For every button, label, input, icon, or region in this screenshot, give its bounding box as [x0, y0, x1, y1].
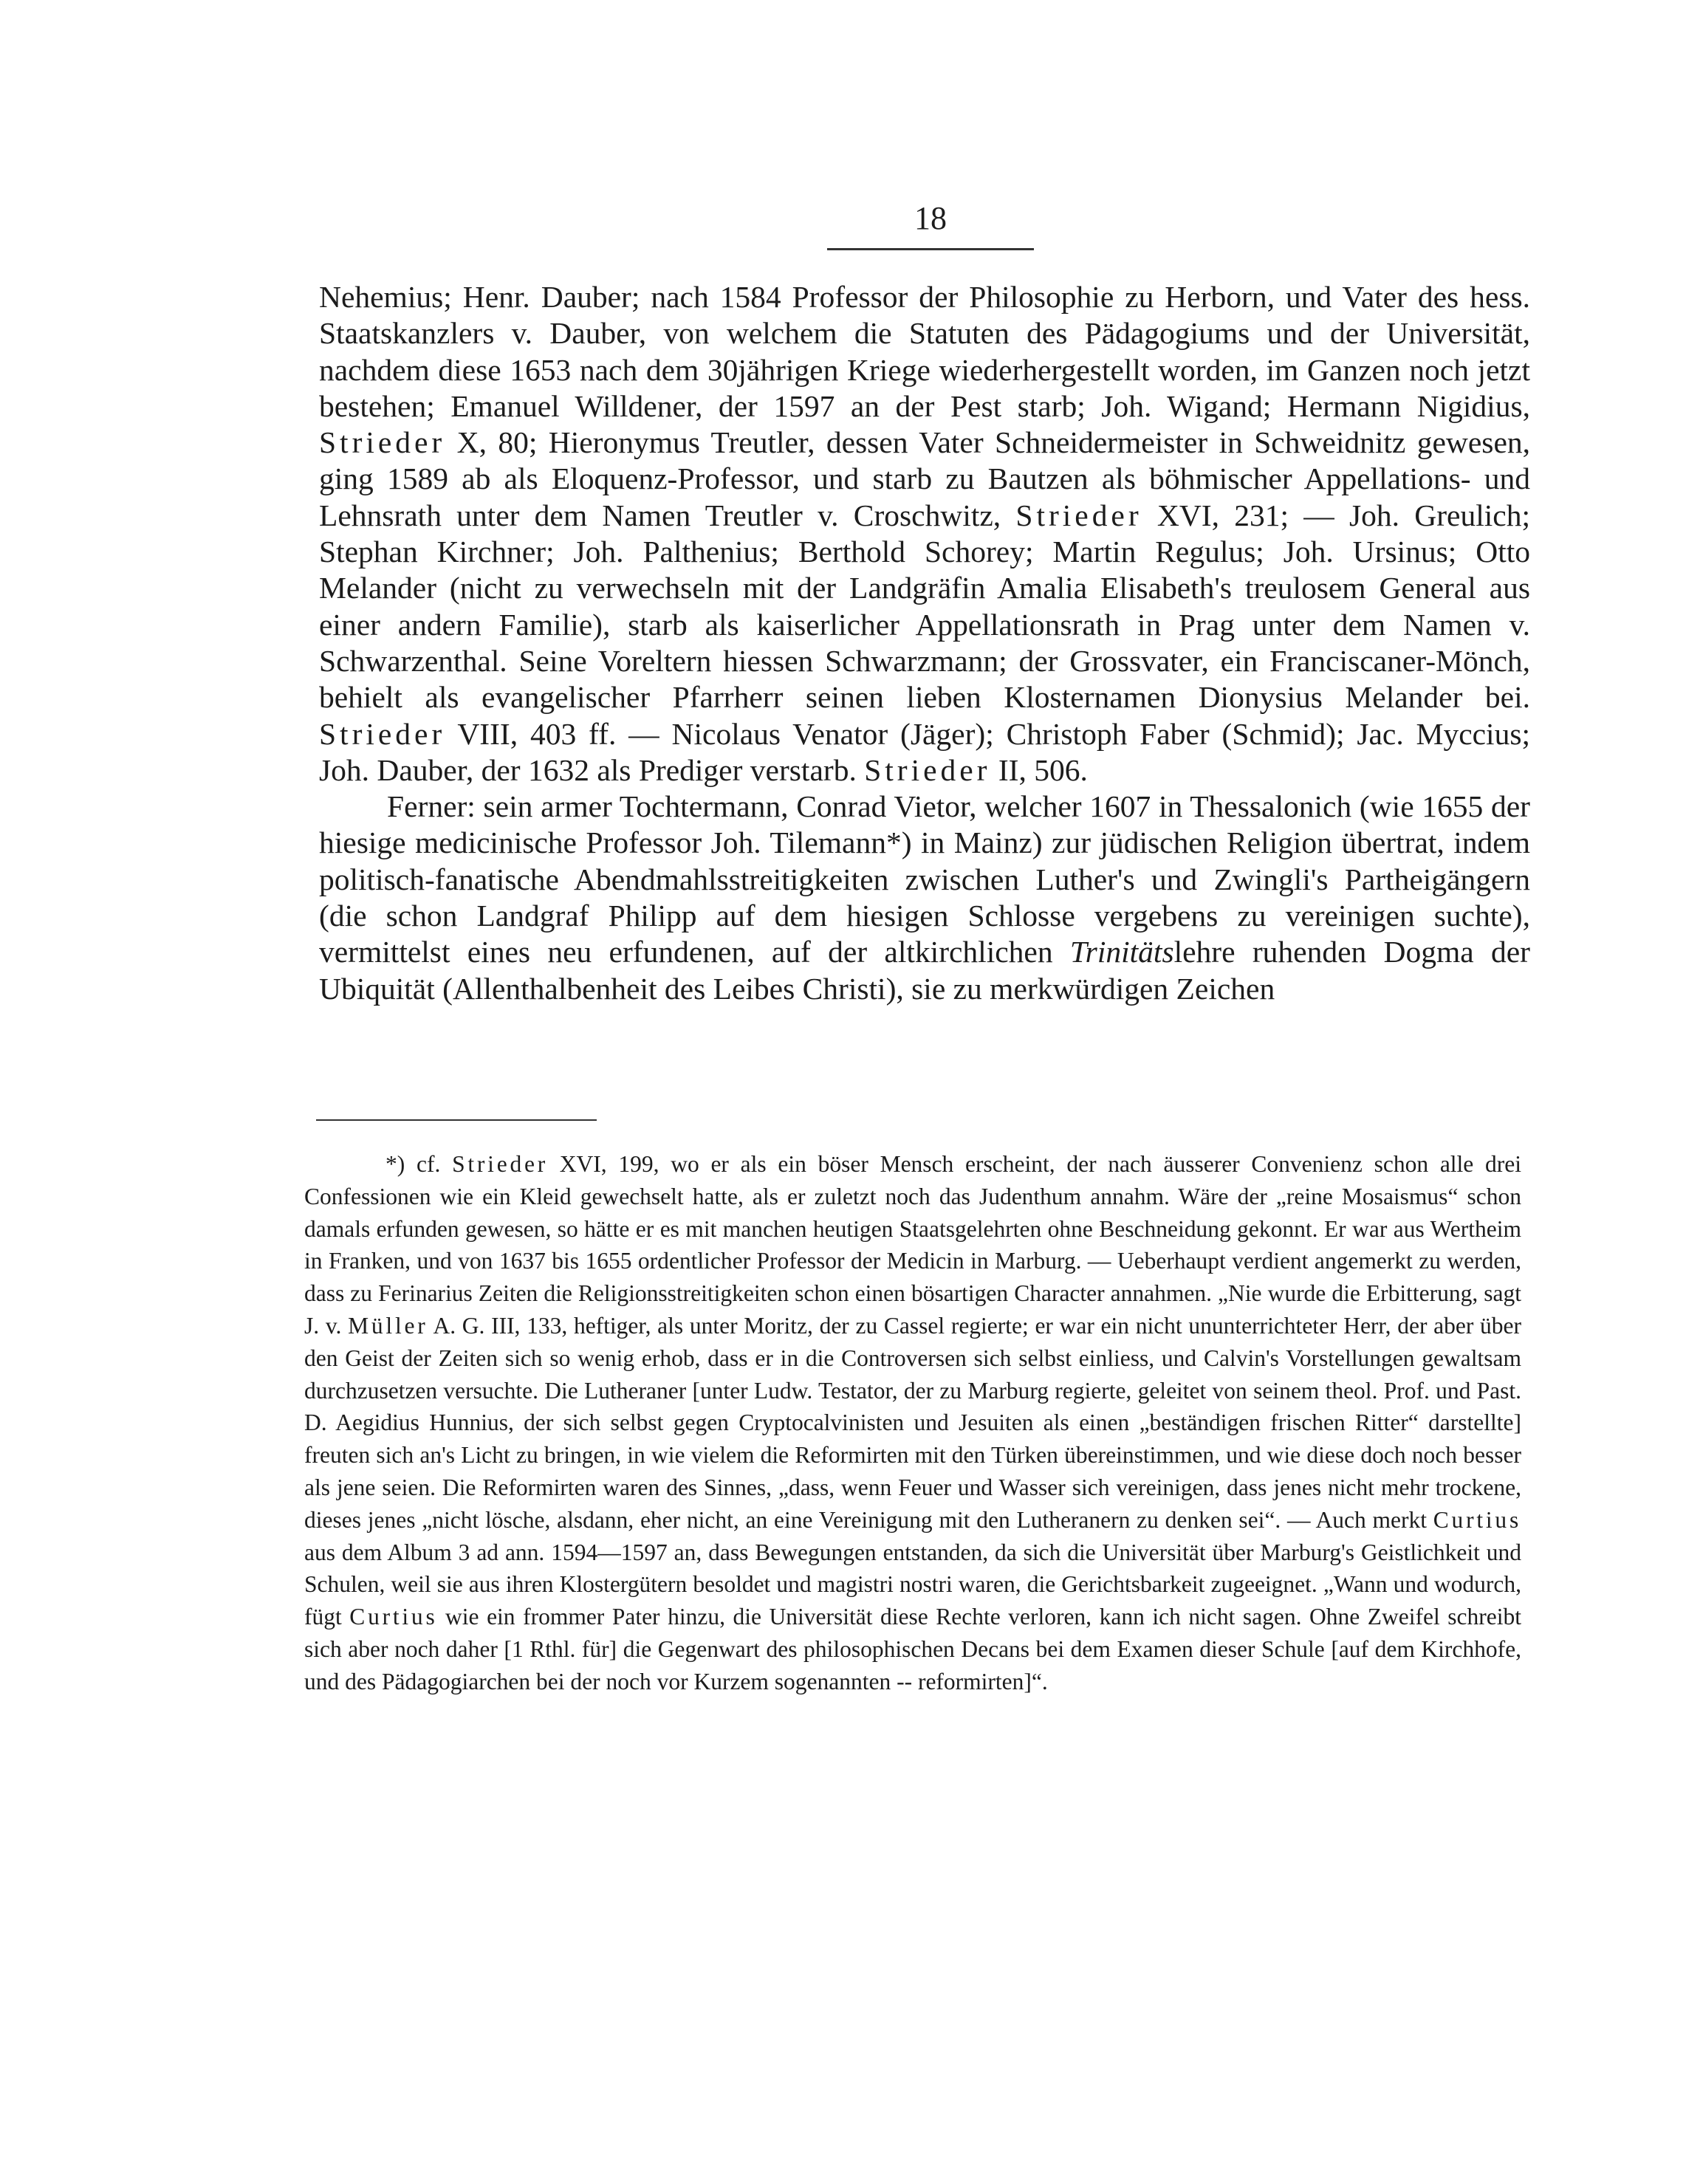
footnote-rule: [316, 1119, 597, 1121]
text-run: VIII, 403 ff. — Nicolaus Venator (Jäger); Christoph Faber (Schmid); Jac. Myccius; Joh. Dauber, der 1632 als Prediger verstarb.: [319, 716, 1530, 787]
text-run: lehre ruhenden Dogma der Ubiquität (Allenthalbenheit des Leibes Christi), sie zu merkwürdigen Zeichen: [319, 935, 1530, 1006]
text-run: wie ein frommer Pater hinzu, die Universität diese Rechte verloren, kann ich nicht sagen. Ohne Zweifel schreibt sich aber noch daher [1 Rthl. für] die Gegenwart des philosophischen Decans bei dem Examen dieser Schule [auf dem Kirchhofe, und des Pädagogiarchen bei der noch vor Kurzem sogenannten -- reformirten]“.: [304, 1604, 1521, 1694]
text-run: aus dem Album 3 ad ann. 1594—1597 an, dass Bewegungen entstanden, da sich die Universität über Marburg's Geistlichkeit und Schulen, weil sie aus ihren Klostergütern besoldet und magistri nostri waren, die Gerichtsbarkeit zugeeignet. „Wann und wodurch, fügt: [304, 1539, 1521, 1630]
text-run: A. G. III, 133, heftiger, als unter Moritz, der zu Cassel regierte; er war ein nicht ununterrichteter Herr, der aber über den Geist der Zeiten sich so wenig erhob, dass er in die Controversen sich selbst einliess, und Calvin's Vorstellungen gewaltsam durchzusetzen versuchte. Die Lutheraner [unter Ludw. Testator, der zu Marburg regierte, geleitet von seinem theol. Prof. und Past. D. Aegidius Hunnius, der sich selbst gegen Cryptocalvinisten und Jesuiten als einen „beständigen frischen Ritter“ darstellte] freuten sich an's Licht zu bringen, in wie vielem die Reformirten mit den Türken übereinstimmen, und wie diese doch noch besser als jene seien. Die Reformirten waren des Sinnes, „dass, wenn Feuer und Wasser sich vereinigen, dass jenes nicht mehr trockene, dieses jenes „nicht lösche, alsdann, eher nicht, an eine Vereinigung mit den Lutheranern zu denken sei“. — Auch merkt: [304, 1312, 1521, 1533]
main-text: [319, 279, 1530, 1007]
body-paragraph-1: [319, 279, 1530, 789]
author-name-spaced: Strieder: [864, 752, 991, 787]
italic-term: Trinitäts: [1069, 935, 1174, 969]
text-run: II, 506.: [990, 752, 1088, 787]
author-name-spaced: Strieder: [1015, 498, 1142, 532]
footnote-marker: *) cf.: [385, 1151, 453, 1177]
text-run: XVI, 199, wo er als ein böser Mensch erscheint, der nach äusserer Convenienz schon alle drei Confessionen wie ein Kleid gewechselt hatte, als er zuletzt noch das Judenthum annahm. Wäre der „reine Mosaismus“ schon damals erfunden gewesen, so hätte er es mit manchen heutigen Staatsgelehrten ohne Beschneidung gekonnt. Er war aus Wertheim in Franken, und von 1637 bis 1655 ordentlicher Professor der Medicin in Marburg. — Ueberhaupt verdient angemerkt zu werden, dass zu Ferinarius Zeiten die Religionsstreitigkeiten schon einen bösartigen Character annahmen. „Nie wurde die Erbitterung, sagt J. v.: [304, 1151, 1521, 1339]
footnote: [304, 1148, 1521, 1698]
page-number: 18: [914, 200, 947, 236]
text-run: Nehemius; Henr. Dauber; nach 1584 Professor der Philosophie zu Herborn, und Vater des hess. Staatskanzlers v. Dauber, von welchem die Statuten des Pädagogiums und der Universität, nachdem diese 1653 nach dem 30jährigen Kriege wiederhergestellt worden, im Ganzen noch jetzt bestehen; Emanuel Willdener, der 1597 an der Pest starb; Joh. Wigand; Hermann Nigidius,: [319, 280, 1530, 423]
text-run: Ferner: sein armer Tochtermann, Conrad Vietor, welcher 1607 in Thessalonich (wie 1655 der hiesige medicinische Professor Joh. Tilemann*) in Mainz) zur jüdischen Religion übertrat, indem politisch-fanatische Abendmahlsstreitigkeiten zwischen Luther's und Zwingli's Partheigängern (die schon Landgraf Philipp auf dem hiesigen Schlosse vergebens zu vereinigen suchte), vermittelst eines neu erfundenen, auf der altkirchlichen: [319, 789, 1530, 969]
header-rule: [827, 248, 1034, 250]
author-name-spaced: Strieder: [452, 1151, 549, 1177]
text-run: X, 80; Hieronymus Treutler, dessen Vater Schneidermeister in Schweidnitz gewesen, ging 1589 ab als Eloquenz-Professor, und starb zu Bautzen als böhmischer Appellations- und Lehnsrath unter dem Namen Treutler v. Croschwitz,: [319, 425, 1530, 532]
body-paragraph-2: [319, 789, 1530, 1007]
text-run: XVI, 231; — Joh. Greulich; Stephan Kirchner; Joh. Palthenius; Berthold Schorey; Martin Regulus; Joh. Ursinus; Otto Melander (nicht zu verwechseln mit der Landgräfin Amalia Elisabeth's treulosem General aus einer andern Familie), starb als kaiserlicher Appellationsrath in Prag unter dem Namen v. Schwarzenthal. Seine Voreltern hiessen Schwarzmann; der Grossvater, ein Franciscaner-Mönch, behielt als evangelischer Pfarrherr seinen lieben Klosternamen Dionysius Melander bei.: [319, 498, 1530, 715]
author-name-spaced: Curtius: [1433, 1506, 1521, 1533]
author-name-spaced: Müller: [348, 1312, 428, 1339]
author-name-spaced: Curtius: [349, 1604, 438, 1630]
author-name-spaced: Strieder: [319, 425, 446, 460]
author-name-spaced: Strieder: [319, 716, 446, 751]
